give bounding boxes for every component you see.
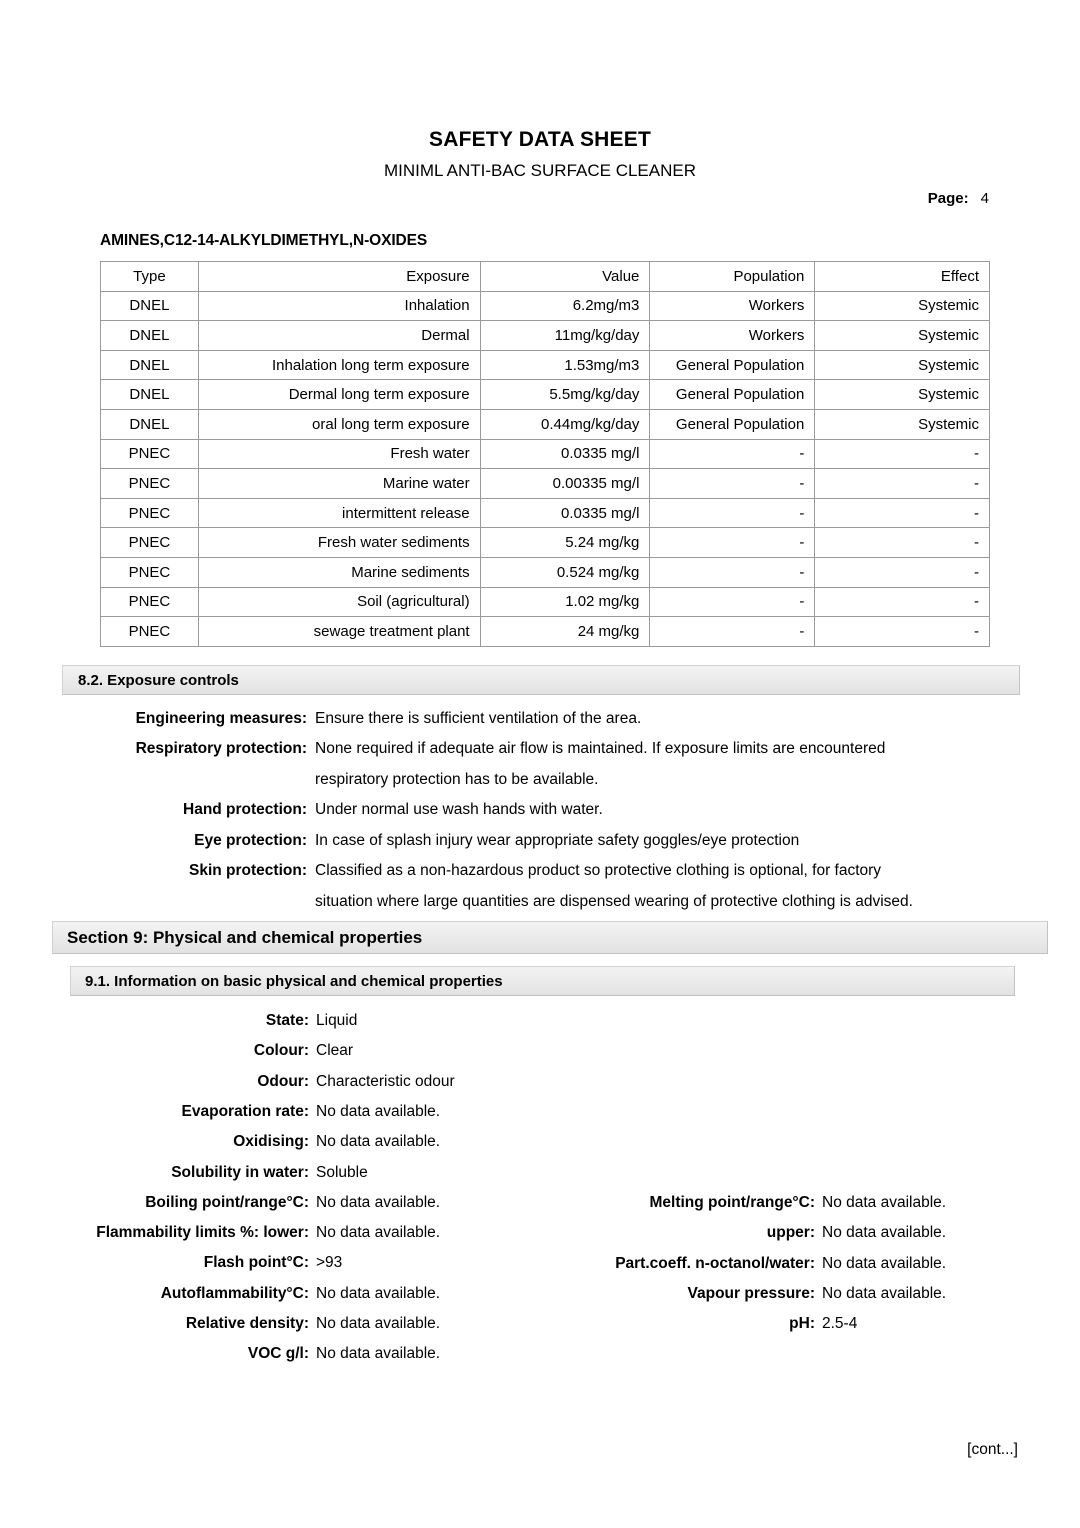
- cell-value: 6.2mg/m3: [480, 291, 650, 321]
- column-header-type: Type: [101, 262, 199, 292]
- engineering-measures-value: Ensure there is sufficient ventilation of the area.: [315, 710, 642, 727]
- cell-effect: Systemic: [815, 380, 990, 410]
- property-value: No data available.: [316, 1133, 441, 1150]
- property-value: No data available.: [316, 1103, 441, 1120]
- cell-type: PNEC: [101, 557, 199, 587]
- cell-exposure: Marine water: [198, 469, 480, 499]
- cell-exposure: Dermal long term exposure: [198, 380, 480, 410]
- property-label: Vapour pressure:: [687, 1285, 815, 1302]
- property-label: Relative density:: [185, 1315, 309, 1332]
- cell-population: Workers: [650, 321, 815, 351]
- skin-protection-label: Skin protection:: [189, 862, 307, 879]
- cell-population: General Population: [650, 409, 815, 439]
- cell-exposure: Fresh water: [198, 439, 480, 469]
- column-header-value: Value: [480, 262, 650, 292]
- table-row: [101, 557, 990, 587]
- cell-effect: -: [815, 469, 990, 499]
- property-label: Evaporation rate:: [181, 1103, 309, 1120]
- section-header-9: [52, 921, 1048, 954]
- cell-effect: Systemic: [815, 321, 990, 351]
- property-label: Part.coeff. n-octanol/water:: [615, 1255, 815, 1272]
- table-row: [101, 528, 990, 558]
- cell-effect: Systemic: [815, 291, 990, 321]
- cell-population: -: [650, 587, 815, 617]
- cell-value: 1.53mg/m3: [480, 350, 650, 380]
- page-title: SAFETY DATA SHEET: [429, 128, 651, 151]
- property-label: Flammability limits %: lower:: [96, 1224, 309, 1241]
- table-row: [101, 291, 990, 321]
- cell-value: 0.0335 mg/l: [480, 498, 650, 528]
- cell-effect: -: [815, 528, 990, 558]
- section-header-9-1-label: 9.1. Information on basic physical and chemical properties: [85, 972, 503, 990]
- skin-protection-value-line2: situation where large quantities are dispensed wearing of protective clothing is advised.: [315, 893, 913, 910]
- column-header-effect: Effect: [815, 262, 990, 292]
- cell-population: -: [650, 557, 815, 587]
- cell-exposure: Dermal: [198, 321, 480, 351]
- table-row: [101, 439, 990, 469]
- cell-type: PNEC: [101, 587, 199, 617]
- table-row: [101, 498, 990, 528]
- property-label: Boiling point/range°C:: [145, 1194, 309, 1211]
- cell-effect: -: [815, 498, 990, 528]
- respiratory-protection-value: None required if adequate air flow is maintained. If exposure limits are encountered: [315, 740, 886, 757]
- cell-population: -: [650, 498, 815, 528]
- page-indicator: [928, 190, 989, 207]
- table-row: [101, 350, 990, 380]
- table-row: [101, 587, 990, 617]
- table-row: [101, 380, 990, 410]
- cell-value: 0.0335 mg/l: [480, 439, 650, 469]
- property-label: upper:: [766, 1224, 815, 1241]
- property-value: No data available.: [316, 1224, 441, 1241]
- cell-exposure: Inhalation: [198, 291, 480, 321]
- page-number: 4: [980, 190, 989, 207]
- cell-population: -: [650, 439, 815, 469]
- table-row: [101, 409, 990, 439]
- column-header-exposure: Exposure: [198, 262, 480, 292]
- property-label: Oxidising:: [233, 1133, 309, 1150]
- cell-type: DNEL: [101, 321, 199, 351]
- cell-effect: -: [815, 617, 990, 647]
- cell-population: General Population: [650, 350, 815, 380]
- cell-value: 11mg/kg/day: [480, 321, 650, 351]
- cell-value: 0.44mg/kg/day: [480, 409, 650, 439]
- cell-type: DNEL: [101, 291, 199, 321]
- table-row: [101, 469, 990, 499]
- property-value: No data available.: [316, 1285, 441, 1302]
- respiratory-protection-label: Respiratory protection:: [135, 740, 307, 757]
- property-label: Autoflammability°C:: [160, 1285, 309, 1302]
- property-label: VOC g/l:: [247, 1345, 309, 1362]
- section-header-8-2: [62, 665, 1020, 695]
- section-header-9-label: Section 9: Physical and chemical properties: [67, 927, 423, 947]
- table-header-row: [101, 262, 990, 292]
- cell-value: 1.02 mg/kg: [480, 587, 650, 617]
- property-value: Characteristic odour: [316, 1073, 455, 1090]
- cell-exposure: Soil (agricultural): [198, 587, 480, 617]
- property-value: No data available.: [822, 1224, 947, 1241]
- property-label: Melting point/range°C:: [649, 1194, 815, 1211]
- section-header-9-1: [70, 966, 1015, 996]
- cell-type: PNEC: [101, 528, 199, 558]
- cell-population: General Population: [650, 380, 815, 410]
- table-row: [101, 617, 990, 647]
- respiratory-protection-value-line2: respiratory protection has to be available.: [315, 771, 599, 788]
- property-value: >93: [316, 1254, 343, 1271]
- cell-exposure: Marine sediments: [198, 557, 480, 587]
- property-value: No data available.: [822, 1194, 947, 1211]
- column-header-population: Population: [650, 262, 815, 292]
- cell-value: 0.524 mg/kg: [480, 557, 650, 587]
- cell-effect: -: [815, 557, 990, 587]
- property-label: Colour:: [253, 1042, 309, 1059]
- cell-type: DNEL: [101, 350, 199, 380]
- property-value: No data available.: [316, 1194, 441, 1211]
- hand-protection-value: Under normal use wash hands with water.: [315, 801, 603, 818]
- cell-effect: -: [815, 587, 990, 617]
- property-value: No data available.: [316, 1315, 441, 1332]
- exposure-limits-table: [100, 261, 990, 647]
- hand-protection-label: Hand protection:: [183, 801, 307, 818]
- property-value: Clear: [316, 1042, 354, 1059]
- cell-value: 24 mg/kg: [480, 617, 650, 647]
- cell-type: DNEL: [101, 409, 199, 439]
- cell-type: PNEC: [101, 498, 199, 528]
- property-label: Flash point°C:: [203, 1254, 309, 1271]
- property-value: Soluble: [316, 1164, 368, 1181]
- cell-population: -: [650, 469, 815, 499]
- cell-value: 5.24 mg/kg: [480, 528, 650, 558]
- cell-exposure: Fresh water sediments: [198, 528, 480, 558]
- cell-exposure: Inhalation long term exposure: [198, 350, 480, 380]
- property-label: pH:: [789, 1315, 815, 1332]
- property-label: State:: [265, 1012, 309, 1029]
- eye-protection-value: In case of splash injury wear appropriate safety goggles/eye protection: [315, 832, 800, 849]
- cell-exposure: intermittent release: [198, 498, 480, 528]
- cell-effect: Systemic: [815, 350, 990, 380]
- cell-type: PNEC: [101, 617, 199, 647]
- cell-population: -: [650, 617, 815, 647]
- property-value: No data available.: [822, 1255, 947, 1272]
- skin-protection-value: Classified as a non-hazardous product so protective clothing is optional, for factory: [315, 862, 882, 879]
- cell-value: 0.00335 mg/l: [480, 469, 650, 499]
- cell-population: Workers: [650, 291, 815, 321]
- section-header-8-2-label: 8.2. Exposure controls: [78, 671, 239, 689]
- cell-effect: -: [815, 439, 990, 469]
- property-label: Solubility in water:: [171, 1164, 309, 1181]
- eye-protection-label: Eye protection:: [194, 832, 307, 849]
- cell-type: PNEC: [101, 439, 199, 469]
- property-value: No data available.: [822, 1285, 947, 1302]
- property-value: Liquid: [316, 1012, 358, 1029]
- product-name: MINIML ANTI-BAC SURFACE CLEANER: [383, 161, 697, 180]
- cell-exposure: oral long term exposure: [198, 409, 480, 439]
- continuation-marker: [cont...]: [967, 1441, 1018, 1458]
- property-label: Odour:: [257, 1073, 309, 1090]
- cell-type: DNEL: [101, 380, 199, 410]
- engineering-measures-label: Engineering measures:: [135, 710, 307, 727]
- substance-heading: AMINES,C12-14-ALKYLDIMETHYL,N-OXIDES: [100, 232, 428, 249]
- page-label: Page:: [927, 190, 969, 207]
- cell-value: 5.5mg/kg/day: [480, 380, 650, 410]
- cell-effect: Systemic: [815, 409, 990, 439]
- table-row: [101, 321, 990, 351]
- property-value: 2.5-4: [822, 1315, 858, 1332]
- cell-exposure: sewage treatment plant: [198, 617, 480, 647]
- cell-population: -: [650, 528, 815, 558]
- cell-type: PNEC: [101, 469, 199, 499]
- property-value: No data available.: [316, 1345, 441, 1362]
